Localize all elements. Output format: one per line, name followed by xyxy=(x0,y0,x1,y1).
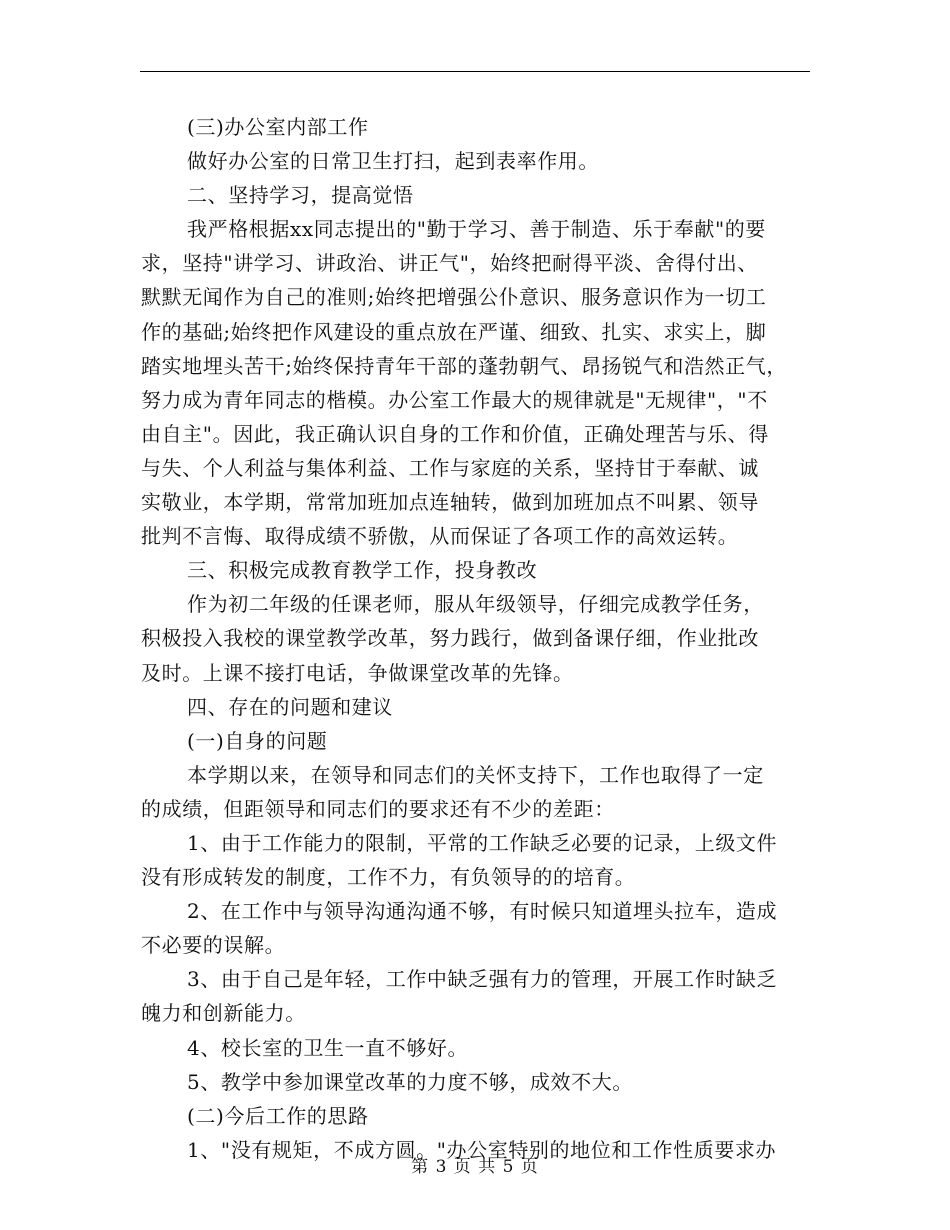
text-line: 求，坚持"讲学习、讲政治、讲正气"，始终把耐得平淡、舍得付出、 xyxy=(141,251,758,276)
text-line: 的成绩，但距领导和同志们的要求还有不少的差距： xyxy=(141,796,615,821)
text-line: 由自主"。因此，我正确认识自身的工作和价值，正确处理苦与乐、得 xyxy=(141,421,769,446)
text-line: 与失、个人利益与集体利益、工作与家庭的关系，坚持甘于奉献、诚 xyxy=(141,455,759,480)
text-line: 没有形成转发的制度，工作不力，有负领导的的培育。 xyxy=(141,865,636,890)
text-line: 努力成为青年同志的楷模。办公室工作最大的规律就是"无规律"，"不 xyxy=(141,387,768,412)
page-footer: 第 3 页 共 5 页 xyxy=(411,1157,539,1177)
text-line: 3、由于自己是年轻，工作中缺乏强有力的管理，开展工作时缺乏 xyxy=(187,967,778,992)
text-line: 做好办公室的日常卫生打扫，起到表率作用。 xyxy=(187,149,599,174)
text-line: 默默无闻作为自己的准则;始终把增强公仆意识、服务意识作为一切工 xyxy=(141,285,767,310)
text-line: 及时。上课不接打电话，争做课堂改革的先锋。 xyxy=(141,660,574,685)
header-rule xyxy=(140,71,810,72)
text-line: 三、积极完成教育教学工作，投身教改 xyxy=(187,558,538,583)
text-line: 踏实地埋头苦干;始终保持青年干部的蓬勃朝气、昂扬锐气和浩然正气， xyxy=(141,353,787,378)
text-line: 1、由于工作能力的限制，平常的工作缺乏必要的记录，上级文件 xyxy=(187,830,778,855)
text-line: 本学期以来，在领导和同志们的关怀支持下，工作也取得了一定 xyxy=(187,762,764,787)
text-line: 作的基础;始终把作风建设的重点放在严谨、细致、扎实、求实上，脚 xyxy=(141,319,767,344)
text-line: 实敬业，本学期，常常加班加点连轴转，做到加班加点不叫累、领导 xyxy=(141,490,759,515)
text-line: 四、存在的问题和建议 xyxy=(187,694,393,719)
text-line: 2、在工作中与领导沟通沟通不够，有时候只知道埋头拉车，造成 xyxy=(187,899,778,924)
text-line: 作为初二年级的任课老师，服从年级领导，仔细完成教学任务， xyxy=(187,592,764,617)
text-line: 魄力和创新能力。 xyxy=(141,1001,306,1026)
text-line: 不必要的误解。 xyxy=(141,933,286,958)
text-line: (二)今后工作的思路 xyxy=(187,1103,369,1128)
document-body xyxy=(141,110,813,1167)
text-line: (一)自身的问题 xyxy=(187,728,328,753)
text-line: 5、教学中参加课堂改革的力度不够，成效不大。 xyxy=(187,1069,633,1094)
text-line: 二、坚持学习，提高觉悟 xyxy=(187,183,414,208)
text-line: 批判不言悔、取得成绩不骄傲，从而保证了各项工作的高效运转。 xyxy=(141,524,739,549)
text-line: (三)办公室内部工作 xyxy=(187,115,369,139)
text-line: 4、校长室的卫生一直不够好。 xyxy=(187,1035,469,1060)
text-line: 积极投入我校的课堂教学改革，努力践行，做到备课仔细，作业批改 xyxy=(141,626,759,651)
text-line: 我严格根据xx同志提出的"勤于学习、善于制造、乐于奉献"的要 xyxy=(187,217,766,242)
text-line: 1、"没有规矩，不成方圆。"办公室特别的地位和工作性质要求办 xyxy=(187,1137,777,1162)
